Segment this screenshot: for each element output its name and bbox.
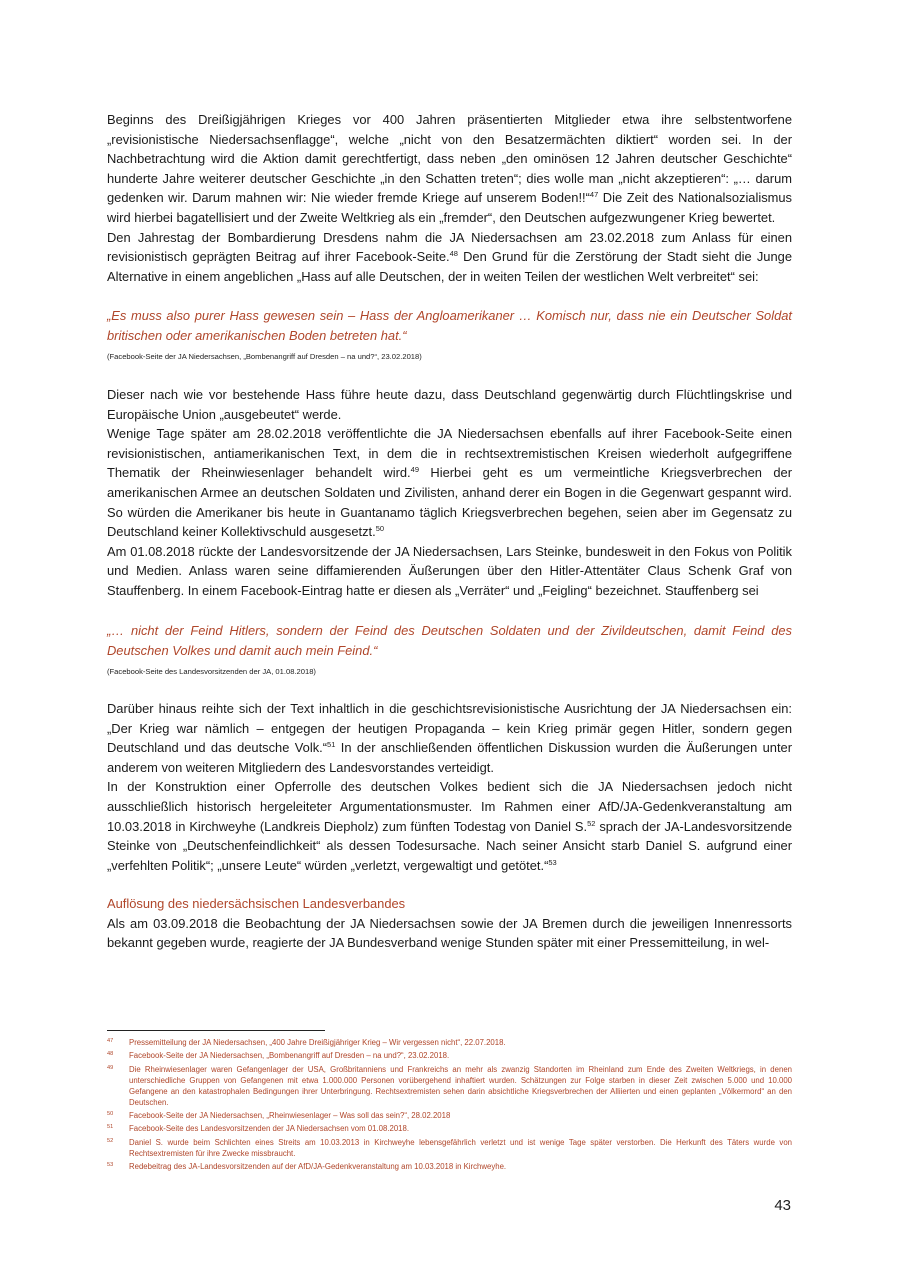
- footnote-text: Redebeitrag des JA-Landesvorsitzenden auf der AfD/JA-Gedenkveranstaltung am 10.03.2018 in Kirchweyhe.: [129, 1162, 507, 1172]
- quote-1: „Es muss also purer Hass gewesen sein – Hass der Angloamerikaner … Komisch nur, dass nie ein Deutscher Soldat britischen oder amerikanischen Boden betreten hat.“: [107, 308, 792, 343]
- footnote-text: Facebook-Seite der JA Niedersachsen, „Rheinwiesenlager – Was soll das sein?“, 28.02.2018: [129, 1111, 451, 1121]
- section-heading: Auflösung des niedersächsischen Landesverbandes: [107, 896, 406, 911]
- paragraph-8: Als am 03.09.2018 die Beobachtung der JA Niedersachsen sowie der JA Bremen durch die jeweiligen Innenressorts bekannt gegeben wurde, reagierte der JA Bundesverband wenige Stunden später mit einer Pressemitteilung, in wel-: [107, 915, 792, 951]
- paragraph-7: [107, 777, 792, 875]
- footnote-ref[interactable]: 53: [548, 857, 557, 867]
- footnote-item: [107, 1037, 792, 1048]
- footnote-number: 52: [107, 1137, 114, 1144]
- footnote-ref[interactable]: 47: [589, 190, 599, 200]
- footnote-number: 53: [107, 1162, 114, 1169]
- quote-2: „… nicht der Feind Hitlers, sondern der Feind des Deutschen Soldaten und der Zivildeutschen, damit Feind des Deutschen Volkes und damit auch mein Feind.“: [107, 623, 792, 658]
- paragraph-4: [107, 424, 792, 542]
- footnote-text: Facebook-Seite der JA Niedersachsen, „Bombenangriff auf Dresden – na und?“, 23.02.2018.: [129, 1051, 450, 1061]
- footnote-text: Daniel S. wurde beim Schlichten eines Streits am 10.03.2013 in Kirchweyhe lebensgefährlich verletzt und ist wenige Tage später verstorben. Die Herkunft des Täters wurde von Rechtsextremisten für ihre Zwecke missbraucht.: [129, 1137, 792, 1158]
- footnote-divider: [107, 1030, 325, 1031]
- paragraph-text: Hierbei geht es um vermeintliche Kriegsverbrechen der amerikanischen Armee an deutschen Soldaten und Zivilisten, anhand derer ein Bogen in die Gegenwart gespannt wird. So würden die Amerikaner bis heute in Guantanamo täglich Kriegsverbrechen begehen, seien aber im Gegensatz zu Deutschland keiner Kollektivschuld ausgesetzt.: [107, 465, 792, 540]
- paragraph-3: Dieser nach wie vor bestehende Hass führe heute dazu, dass Deutschland gegenwärtig durch Flüchtlingskrise und Europäische Union „ausgebeutet“ werde.: [107, 387, 792, 422]
- body-block-2: [107, 385, 792, 601]
- paragraph-1: [107, 110, 792, 228]
- paragraph-text: Darüber hinaus reihte sich der Text inhaltlich in die geschichtsrevisionistische Ausrichtung der JA Niedersachsen ein: „Der Krieg war nämlich – entgegen der heutigen Propaganda – kein Krieg primär gegen Hitler, sondern gegen Deutschland und das deutsche Volk.“: [107, 701, 792, 756]
- footnote-ref[interactable]: 52: [587, 818, 596, 828]
- footnote-ref[interactable]: 51: [327, 740, 336, 750]
- footnote-text: Facebook-Seite des Landesvorsitzenden der JA Niedersachsen vom 01.08.2018.: [129, 1124, 409, 1134]
- footnotes: [107, 1037, 792, 1174]
- paragraph-text: In der anschließenden öffentlichen Diskussion wurden die Äußerungen unter anderem von weiteren Mitgliedern des Landesvorstandes verteidigt.: [107, 740, 793, 775]
- paragraph-text: Beginns des Dreißigjährigen Krieges vor 400 Jahren präsentierten Mitglieder etwa ihre selbstentworfene „revisionistische Niedersachsenflagge“, welche „nicht von den Besatzermächten diktiert“ worden sei. In der Nachbetrachtung wird die Aktion damit gerechtfertigt, dass neben „den ominösen 12 Jahren deutscher Geschichte“ hunderte Jahre weiterer deutscher Geschichte „in den Schatten treten“; dies wolle man „nicht akzeptieren“: „… darum gedenken wir. Darum mahnen wir: Nie wieder fremde Kriege auf unserem Boden!!“: [107, 112, 792, 206]
- body-block-1: [107, 110, 792, 286]
- paragraph-text: sprach der JA-Landesvorsitzende Steinke von „Deutschenfeindlichkeit“ als dessen Todesursache. Nach seiner Ansicht starb Daniel S. aufgrund einer „verfehlten Politik“; „unsere Leute“ würden „verletzt, vergewaltigt und getötet.“: [107, 818, 792, 873]
- footnote-text: Die Rheinwiesenlager waren Gefangenlager der USA, Großbritanniens und Frankreichs an mehr als zwanzig Standorten im Rheinland zum Ende des Zweiten Weltkriegs, in denen unterschiedliche Gruppen von Gefangenen mit etwa 1.000.000 Personen vorübergehend inhaftiert wurden. Schätzungen zur Folge starben in dieser Zeit zwischen 5.000 und 10.000 Gefangene an den katastrophalen Bedingungen ihrer Unterbringung. Rechtsextremisten sehen darin absichtliche Kriegsverbrechen der Alliierten und einen geplanten „Völkermord“ an den Deutschen.: [129, 1064, 792, 1107]
- paragraph-5: Am 01.08.2018 rückte der Landesvorsitzende der JA Niedersachsen, Lars Steinke, bundesweit in den Fokus von Politik und Medien. Anlass waren seine diffamierenden Äußerungen über den Hitler-Attentäter Claus Schenk Graf von Stauffenberg. In einem Facebook-Eintrag hatte er diesen als „Verräter“ und „Feigling“ bezeichnet. Stauffenberg sei: [107, 543, 792, 598]
- paragraph-2: [107, 228, 792, 287]
- paragraph-text: Die Zeit des Nationalsozialismus wird hierbei bagatellisiert und der Zweite Weltkrieg als ein „fremder“, den Deutschen aufgezwungener Krieg bewertet.: [107, 190, 793, 225]
- footnote-item: [107, 1123, 792, 1134]
- footnote-ref[interactable]: 48: [449, 249, 458, 259]
- footnote-item: [107, 1064, 792, 1108]
- section-block: [107, 894, 792, 953]
- footnote-text: Pressemitteilung der JA Niedersachsen, „400 Jahre Dreißigjähriger Krieg – Wir vergessen nicht“, 22.07.2018.: [129, 1038, 506, 1047]
- quote-block-1: [107, 306, 792, 362]
- footnote-number: 49: [107, 1064, 114, 1071]
- paragraph-text: Den Jahrestag der Bombardierung Dresdens nahm die JA Niedersachsen am 23.02.2018 zum Anlass für einen revisionistisch geprägten Beitrag auf ihrer Facebook-Seite.: [107, 229, 792, 265]
- footnote-number: 50: [107, 1111, 114, 1118]
- footnote-item: [107, 1137, 792, 1159]
- body-block-3: [107, 699, 792, 875]
- page-number: 43: [774, 1197, 791, 1214]
- quote-2-source: (Facebook-Seite des Landesvorsitzenden der JA, 01.08.2018): [107, 667, 316, 677]
- quote-1-source: (Facebook-Seite der JA Niedersachsen, „Bombenangriff auf Dresden – na und?“, 23.02.2018): [107, 352, 422, 362]
- footnote-number: 48: [107, 1051, 114, 1058]
- footnote-number: 51: [107, 1124, 114, 1131]
- paragraph-text: In der Konstruktion einer Opferrolle des deutschen Volkes bedient sich die JA Niedersachsen jedoch nicht ausschließlich historisch hergeleiteter Argumentationsmuster. Im Rahmen einer AfD/JA-Gedenkveranstaltung am 10.03.2018 in Kirchweyhe (Landkreis Diepholz) zum fünften Todestag von Daniel S.: [107, 779, 792, 834]
- footnote-ref[interactable]: 50: [375, 524, 385, 534]
- footnote-item: [107, 1110, 792, 1121]
- paragraph-text: Den Grund für die Zerstörung der Stadt sieht die Junge Alternative in einem angeblichen „Hass auf alle Deutschen, der in weiten Teilen der westlichen Welt verbreitet“ sei:: [107, 249, 792, 284]
- footnote-number: 47: [107, 1038, 114, 1044]
- footnote-ref[interactable]: 49: [410, 465, 419, 475]
- footnote-item: [107, 1161, 792, 1172]
- quote-block-2: [107, 621, 792, 677]
- paragraph-6: [107, 699, 792, 777]
- footnote-item: [107, 1050, 792, 1061]
- paragraph-text: Wenige Tage später am 28.02.2018 veröffentlichte die JA Niedersachsen ebenfalls auf ihrer Facebook-Seite einen revisionistischen, antiamerikanischen Text, in dem die in rechtsextremistischen Kreisen wiederholt aufgegriffene Thematik der Rheinwiesenlager behandelt wird.: [107, 426, 792, 481]
